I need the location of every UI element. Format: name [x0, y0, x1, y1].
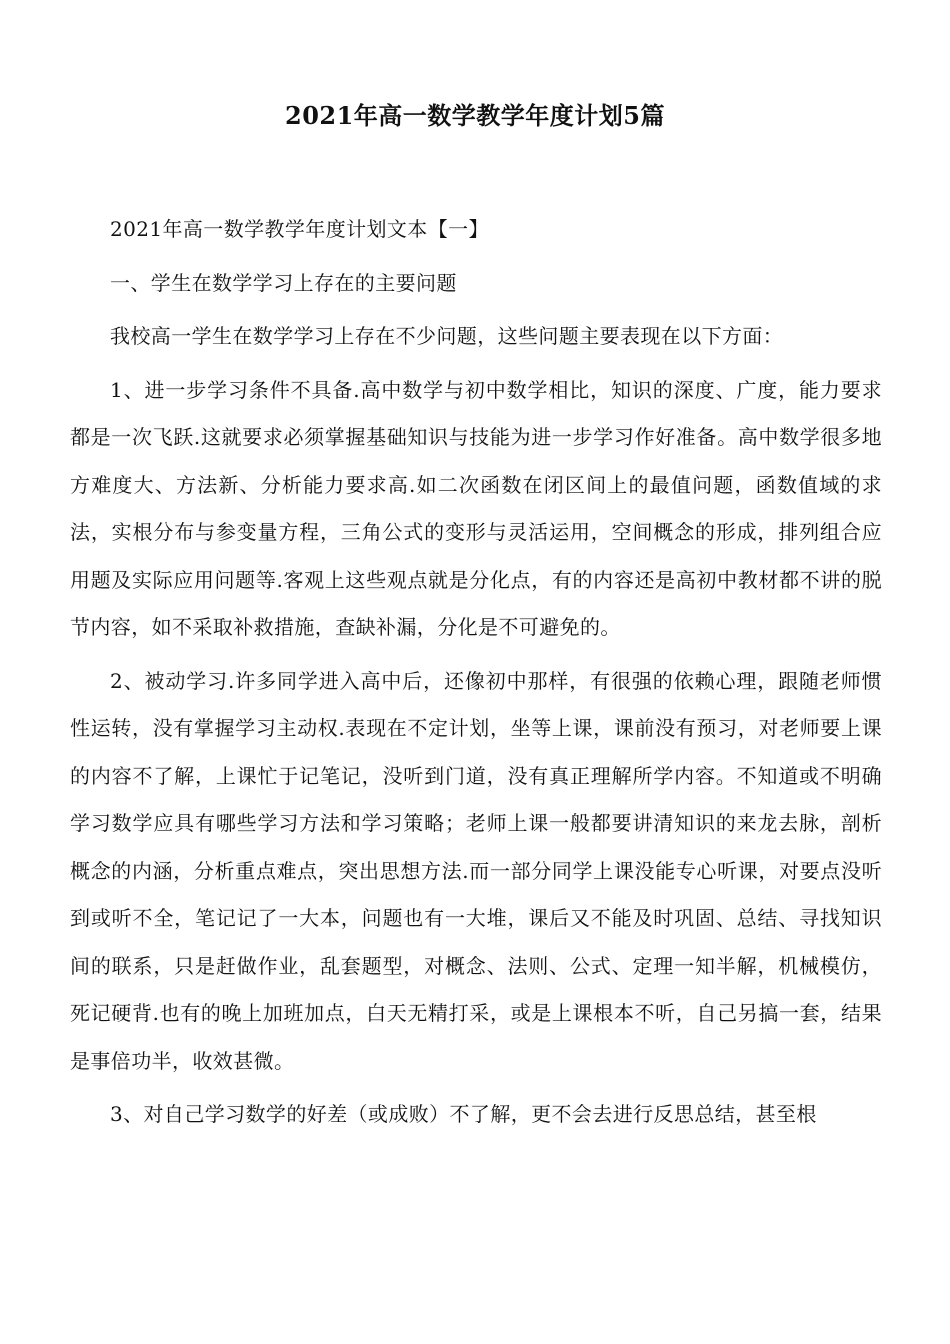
paragraph-point-2: 2、被动学习.许多同学进入高中后，还像初中那样，有很强的依赖心理，跟随老师惯性运转，没有掌握学习主动权.表现在不定计划，坐等上课，课前没有预习，对老师要上课的内容不了解，上课忙于记笔记，没听到门道，没有真正理解所学内容。不知道或不明确学习数学应具有哪些学习方法和学习策略；老师上课一般都要讲清知识的来龙去脉，剖析概念的内涵，分析重点难点，突出思想方法.而一部分同学上课没能专心听课，对要点没听到或听不全，笔记记了一大本，问题也有一大堆，课后又不能及时巩固、总结、寻找知识间的联系，只是赶做作业，乱套题型，对概念、法则、公式、定理一知半解，机械模仿，死记硬背.也有的晚上加班加点，白天无精打采，或是上课根本不听，自己另搞一套，结果是事倍功半，收效甚微。 [70, 668, 882, 1073]
paragraph-point-3: 3、对自己学习数学的好差（或成败）不了解，更不会去进行反思总结，甚至根 [110, 1102, 817, 1126]
document-title: 2021年高一数学教学年度计划5篇 [285, 101, 665, 130]
paragraph-problem-heading: 一、学生在数学学习上存在的主要问题 [110, 270, 457, 295]
paragraph-intro: 我校高一学生在数学学习上存在不少问题，这些问题主要表现在以下方面： [110, 324, 784, 348]
document-body [70, 206, 882, 1145]
paragraph-section-heading: 2021年高一数学教学年度计划文本【一】 [110, 217, 489, 241]
paragraph-point-1: 1、进一步学习条件不具备.高中数学与初中数学相比，知识的深度、广度，能力要求都是一次飞跃.这就要求必须掌握基础知识与技能为进一步学习作好准备。高中数学很多地方难度大、方法新、分析能力要求高.如二次函数在闭区间上的最值问题，函数值域的求法，实根分布与参变量方程，三角公式的变形与灵活运用，空间概念的形成，排列组合应用题及实际应用问题等.客观上这些观点就是分化点，有的内容还是高初中教材都不讲的脱节内容，如不采取补救措施，查缺补漏，分化是不可避免的。 [70, 377, 882, 639]
